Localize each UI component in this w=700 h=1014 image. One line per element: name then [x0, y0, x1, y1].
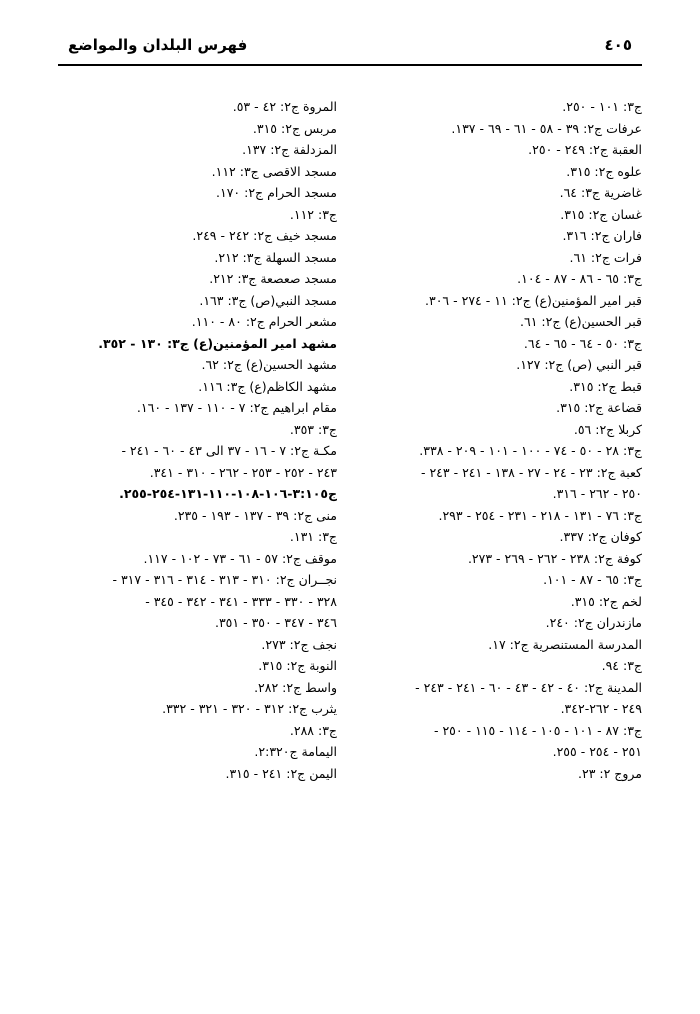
- index-entry: المزدلفة ج٢: ١٣٧.: [242, 142, 337, 157]
- index-entry: مسجد الحرام ج٢: ١٧٠.: [216, 185, 337, 200]
- index-entry: ج٣: ٥٠ - ٦٤ - ٦٥ - ٦٤.: [523, 335, 642, 351]
- index-entry: اليمامة ج٢:٣٢٠.: [254, 744, 337, 759]
- index-entry: كوفة ج٢: ٢٣٨ - ٢٦٢ - ٢٦٩ - ٢٧٣.: [467, 550, 642, 566]
- index-column-left: [58, 96, 341, 784]
- index-entry: ج٣: ٣٥٣.: [289, 421, 337, 437]
- index-entry: ٢٥٠ - ٢٦٢ - ٣١٦.: [552, 486, 642, 501]
- index-entry: مازندران ج٢: ٢٤٠.: [545, 615, 642, 630]
- index-entry: النوبة ج٢: ٣١٥.: [258, 658, 337, 673]
- index-entry: مسجد السهلة ج٣: ٢١٢.: [214, 249, 337, 265]
- index-entry: مربس ج٢: ٣١٥.: [252, 120, 337, 136]
- index-entry: كعبة ج٢: ٢٣ - ٢٤ - ٢٧ - ١٣٨ - ٢٤١ - ٢٤٣ -: [420, 464, 642, 480]
- index-entry: نجــران ج٢: ٣١٠ - ٣١٣ - ٣١٤ - ٣١٦ - ٣١٧ -: [112, 572, 337, 587]
- index-entry: قبط ج٢: ٣١٥.: [569, 378, 642, 394]
- index-entry: مسجد صعصعة ج٣: ٢١٢.: [209, 271, 337, 286]
- index-entry: مشعر الحرام ج٢: ٨٠ - ١١٠.: [191, 314, 337, 329]
- index-entry: مكـة ج٢: ٧ - ١٦ - ٣٧ الى ٤٣ - ٦٠ - ٢٤١ -: [121, 443, 337, 458]
- index-entry: ج٣: ٩٤.: [601, 658, 642, 673]
- index-entry: يثرب ج٢: ٣١٢ - ٣٢٠ - ٣٢١ - ٣٣٢.: [162, 701, 337, 716]
- index-entry: ج٣: ١٣١.: [289, 529, 337, 544]
- index-entry: ج٣: ٦٥ - ٨٦ - ٨٧ - ١٠٤.: [517, 271, 642, 286]
- index-entry: واسط ج٢: ٢٨٢.: [254, 679, 337, 695]
- index-entry: مسجد خيف ج٢: ٢٤٢ - ٢٤٩.: [192, 228, 337, 243]
- index-entry: المدينة ج٢: ٤٠ - ٤٢ - ٤٣ - ٦٠ - ٢٤١ - ٢٤٣ -: [415, 679, 642, 695]
- index-entry: غاضرية ج٣: ٦٤.: [559, 185, 642, 200]
- index-entry: ج٣: ٨٧ - ١٠١ - ١٠٥ - ١١٤ - ١١٥ - ٢٥٠ -: [433, 722, 642, 738]
- index-entry: ٢٥١ - ٢٥٤ - ٢٥٥.: [552, 744, 642, 759]
- index-entry: علوه ج٢: ٣١٥.: [566, 163, 642, 179]
- page-title: فهرس البلدان والمواضع: [68, 36, 248, 54]
- index-entry: لخم ج٢: ٣١٥.: [570, 593, 642, 609]
- index-entry: عرفات ج٢: ٣٩ - ٥٨ - ٦١ - ٦٩ - ١٣٧.: [451, 120, 642, 136]
- index-columns: [58, 96, 642, 784]
- index-entry: قضاعة ج٢: ٣١٥.: [556, 400, 642, 415]
- index-column-right: [359, 96, 642, 784]
- index-entry: المروة ج٢: ٤٢ - ٥٣.: [232, 99, 337, 114]
- index-entry: ج٣: ٧٦ - ١٣١ - ٢١٨ - ٢٣١ - ٢٥٤ - ٢٩٣.: [438, 507, 642, 523]
- index-entry: فرات ج٢: ٦١.: [569, 249, 642, 265]
- index-entry: ج٣: ٢٨ - ٥٠ - ٧٤ - ١٠٠ - ١٠١ - ٢٠٩ - ٣٣٨.: [419, 443, 642, 458]
- index-entry: قبر النبي (ص) ج٢: ١٢٧.: [516, 357, 642, 372]
- index-entry: مروج ٢: ٢٣.: [578, 765, 642, 781]
- index-entry: ٣٢٨ - ٣٣٠ - ٣٣٣ - ٣٤١ - ٣٤٢ - ٣٤٥ -: [145, 593, 337, 609]
- index-entry: مشهد امير المؤمنين(ع) ج٣: ١٣٠ - ٣٥٢.: [98, 335, 337, 351]
- index-entry: العقبة ج٢: ٢٤٩ - ٢٥٠.: [528, 142, 642, 157]
- index-entry: المدرسة المستنصرية ج٢: ١٧.: [488, 636, 642, 652]
- index-entry: مشهد الكاظم(ع) ج٣: ١١٦.: [198, 378, 337, 394]
- page-header: [58, 36, 642, 54]
- index-entry: قبر الحسين(ع) ج٢: ٦١.: [520, 314, 642, 329]
- index-entry: مسجد النبي(ص) ج٣: ١٦٣.: [199, 292, 337, 308]
- index-entry: ٢٤٩ - ٢٦٢-٣٤٢.: [560, 701, 642, 716]
- index-entry: ٢٤٣ - ٢٥٢ - ٢٥٣ - ٢٦٢ - ٣١٠ - ٣٤١.: [149, 464, 337, 480]
- index-entry: كوفان ج٢: ٣٣٧.: [559, 529, 642, 544]
- index-entry: منى ج٢: ٣٩ - ١٣٧ - ١٩٣ - ٢٣٥.: [173, 507, 337, 523]
- index-entry: ج٣: ١٠١ - ٢٥٠.: [562, 99, 642, 114]
- index-entry: مسجد الاقصى ج٣: ١١٢.: [211, 163, 337, 179]
- index-entry: نجف ج٢: ٢٧٣.: [261, 636, 337, 652]
- index-entry: كربلا ج٢: ٥٦.: [573, 421, 642, 437]
- index-entry: ج٣: ١١٢.: [289, 206, 337, 222]
- index-entry: مشهد الحسين(ع) ج٢: ٦٢.: [201, 357, 337, 372]
- index-entry: ٣٤٦ - ٣٤٧ - ٣٥٠ - ٣٥١.: [214, 615, 337, 630]
- index-entry: ج٣: ٦٥ - ٨٧ - ١٠١.: [543, 572, 642, 587]
- index-entry: اليمن ج٢: ٢٤١ - ٣١٥.: [225, 765, 337, 781]
- index-entry: مقام ابراهيم ج٢: ٧ - ١١٠ - ١٣٧ - ١٦٠.: [136, 400, 337, 415]
- index-entry: فاران ج٢: ٣١٦.: [562, 228, 642, 243]
- index-entry: ج٣: ٢٨٨.: [289, 722, 337, 738]
- index-entry: قبر امير المؤمنين(ع) ج٢: ١١ - ٢٧٤ - ٣٠٦.: [425, 292, 642, 308]
- header-divider: [58, 64, 642, 66]
- page-number: ٤٠٥: [604, 36, 632, 54]
- index-entry: غسان ج٢: ٣١٥.: [560, 206, 642, 222]
- index-entry: ج٣:١٠٥-١٠٦-١٠٨-١١٠-١٣١-٢٥٤-٢٥٥.: [119, 486, 337, 501]
- index-entry: موقف ج٢: ٥٧ - ٦١ - ٧٣ - ١٠٢ - ١١٧.: [143, 550, 337, 566]
